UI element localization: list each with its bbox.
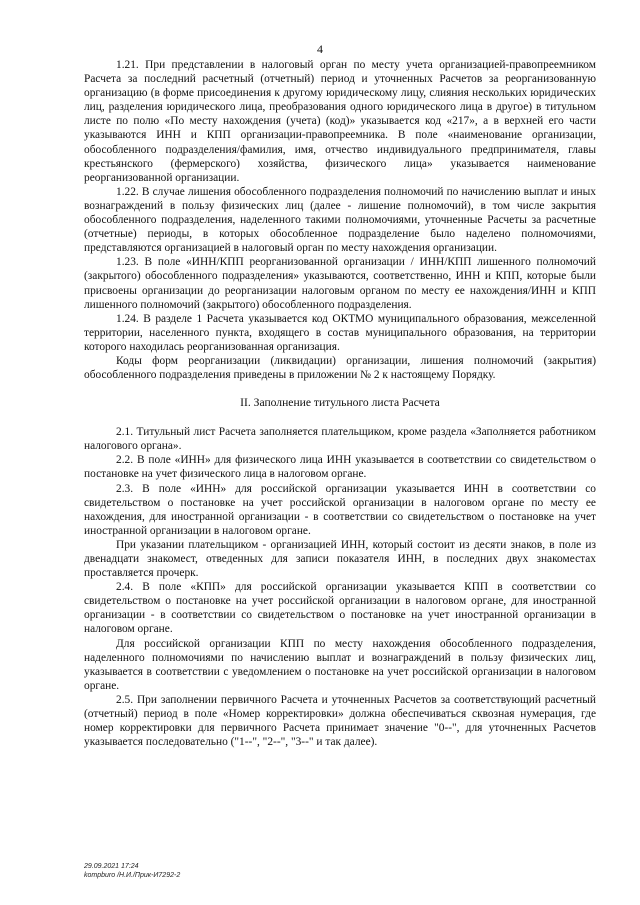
paragraph-2-4: 2.4. В поле «КПП» для российской организации указывается КПП в соответствии со свидетельством о постановке на учет российской организации в налоговом органе, для иностранной организации - в соответствии со свидетельством о постановке на учет иностранной организации в налоговом органе. [84,581,596,636]
paragraph-inn-dash: При указании плательщиком - организацией ИНН, который состоит из десяти знаков, в поле из двенадцати знакомест, отведенных для записи показателя ИНН, в последних двух знакоместах проставляется прочерк. [84,538,596,580]
paragraph-2-5: 2.5. При заполнении первичного Расчета и уточненных Расчетов за соответствующий расчетный (отчетный) период в поле «Номер корректировки» должна обеспечиваться сквозная нумерация, где номер корректировки для первичного Расчета принимает значение "0--", для уточненных Расчетов указывается последовательно ("1--", "2--", "3--" и так далее). [84,693,596,749]
page-number: 4 [317,42,323,56]
section-heading: II. Заполнение титульного листа Расчета [240,396,440,410]
paragraph-reorg-codes: Коды форм реорганизации (ликвидации) организации, лишения полномочий (закрытия) обособленного подразделения приведены в приложении № 2 к настоящему Порядку. [84,354,596,382]
paragraph-1-24: 1.24. В разделе 1 Расчета указывается код ОКТМО муниципального образования, межселенной территории, населенного пункта, входящего в состав муниципального образования, на территории которого находилась реорганизованная организация. [84,312,596,353]
paragraph-1-23: 1.23. В поле «ИНН/КПП реорганизованной организации / ИНН/КПП лишенного полномочий (закрытого) обособленного подразделения» указываются, соответственно, ИНН и КПП, которые были присвоены организации до реорганизации налоговым органом по месту ее нахождения/ИНН и КПП лишенного полномочий (закрытого) обособленного подразделения. [84,256,596,311]
footer-stamp [84,862,180,880]
paragraph-2-2: 2.2. В поле «ИНН» для физического лица ИНН указывается в соответствии со свидетельством о постановке на учет физического лица в налоговом органе. [84,454,596,481]
paragraph-2-3: 2.3. В поле «ИНН» для российской организации указывается ИНН в соответствии со свидетельством о постановке на учет российской организации в налоговом органе по месту ее нахождения, для иностранной организации - в соответствии со свидетельством о постановке на учет иностранной организации в налоговом органе. [84,482,596,537]
paragraph-1-21: 1.21. При представлении в налоговый орган по месту учета организацией-правопреемником Расчета за последний расчетный (отчетный) период и уточненных Расчетов за реорганизованную организацию (в форме присоединения к другому юридическому лицу, слияния нескольких юридических лиц, разделения юридического лица, преобразования одного юридического лица в другое) в титульном листе по полю «По месту нахождения (учета) (код)» указывается код «217», а в верхней его части указываются ИНН и КПП организации-правопреемника. В поле «наименование организации, обособленного подразделения/фамилия, имя, отчество индивидуального предпринимателя, главы крестьянского (фермерского) хозяйства, физического лица» указывается наименование реорганизованной организации. [84,59,596,184]
paragraph-2-1: 2.1. Титульный лист Расчета заполняется плательщиком, кроме раздела «Заполняется работником налогового органа». [84,426,596,453]
footer-timestamp: 29.09.2021 17:24 [84,863,139,870]
paragraph-kpp-branch: Для российской организации КПП по месту нахождения обособленного подразделения, наделенного полномочиями по начислению выплат и вознаграждений в пользу физических лиц, указывается в соответствии с уведомлением о постановке на учет российской организации в налоговом органе. [84,637,596,692]
document-body [84,58,596,749]
footer-document-id: kompburo /Н.И./Прик-И7292-2 [84,872,181,879]
paragraph-1-22: 1.22. В случае лишения обособленного подразделения полномочий по начислению выплат и иных вознаграждений в пользу физических лиц (далее - лишение полномочий), в том числе закрытия обособленного подразделения, наделенного такими полномочиями, уточненные Расчеты за расчетные (отчетные) периоды, в которых обособленное подразделение было наделено полномочиями, представляются организацией в налоговый орган по месту нахождения организации. [84,185,596,255]
